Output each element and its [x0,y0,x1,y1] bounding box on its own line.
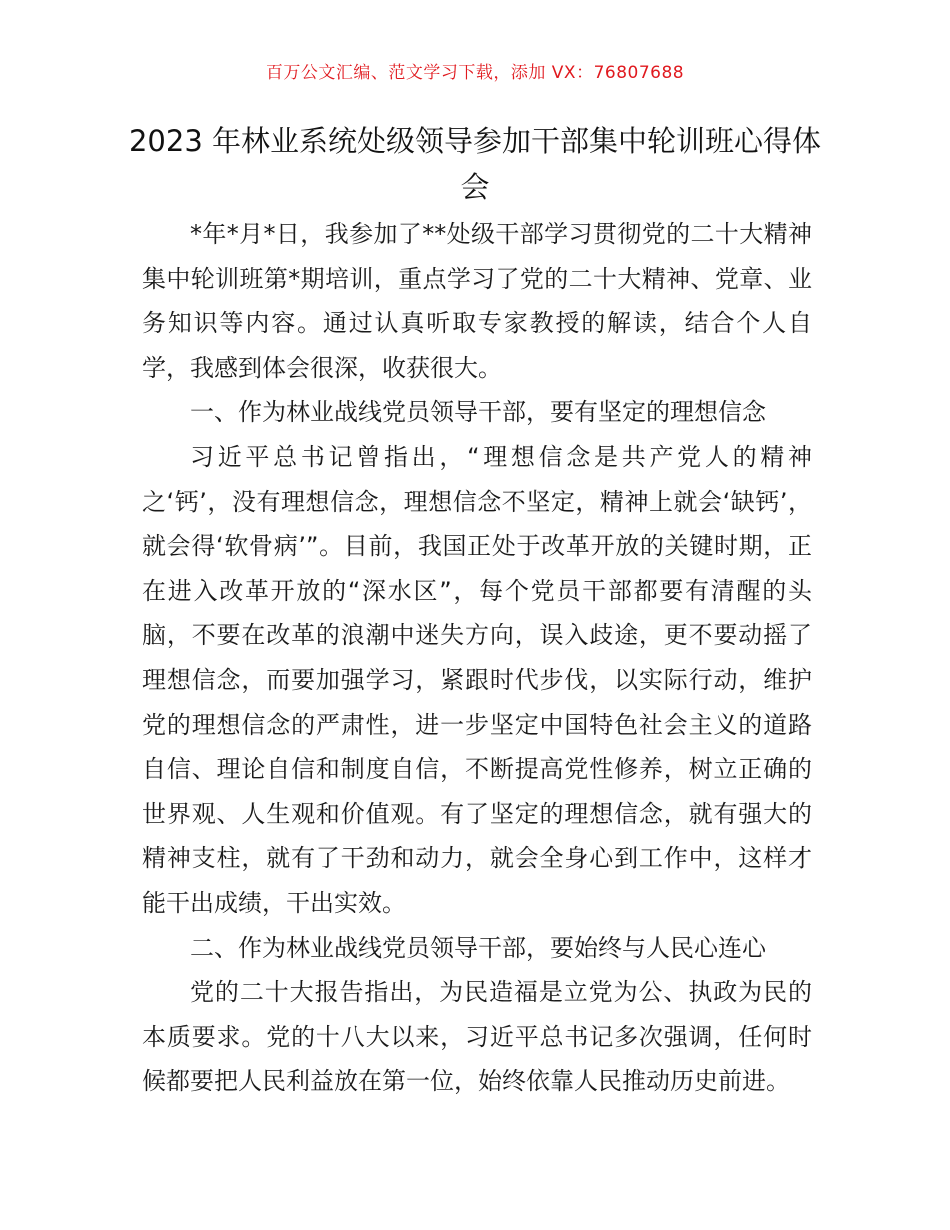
paragraph-intro: *年*月*日，我参加了**处级干部学习贯彻党的二十大精神集中轮训班第*期培训，重点学习了党的二十大精神、党章、业务知识等内容。通过认真听取专家教授的解读，结合个人自学，我感到体会很深，收获很大。 [142,220,812,382]
document-title: 2023 年林业系统处级领导参加干部集中轮训班心得体会 [128,124,822,204]
section-heading-2: 二、作为林业战线党员领导干部，要始终与人民心连心 [190,933,766,962]
document-body [142,212,812,1104]
watermark-text: 百万公文汇编、范文学习下载，添加 VX：76807688 [265,63,685,83]
paragraph-section-2: 党的二十大报告指出，为民造福是立党为公、执政为民的本质要求。党的十八大以来，习近平总书记多次强调，任何时候都要把人民利益放在第一位，始终依靠人民推动历史前进。 [142,978,812,1096]
section-heading-1: 一、作为林业战线党员领导干部，要有坚定的理想信念 [190,398,766,427]
paragraph-section-1: 习近平总书记曾指出，“理想信念是共产党人的精神之‘钙’，没有理想信念，理想信念不坚定，精神上就会‘缺钙’，就会得‘软骨病’”。目前，我国正处于改革开放的关键时期，正在进入改革开放的“深水区”，每个党员干部都要有清醒的头脑，不要在改革的浪潮中迷失方向，误入歧途，更不要动摇了理想信念，而要加强学习，紧跟时代步伐，以实际行动，维护党的理想信念的严肃性，进一步坚定中国特色社会主义的道路自信、理论自信和制度自信，不断提高党性修养，树立正确的世界观、人生观和价值观。有了坚定的理想信念，就有强大的精神支柱，就有了干劲和动力，就会全身心到工作中，这样才能干出成绩，干出实效。 [142,442,812,917]
